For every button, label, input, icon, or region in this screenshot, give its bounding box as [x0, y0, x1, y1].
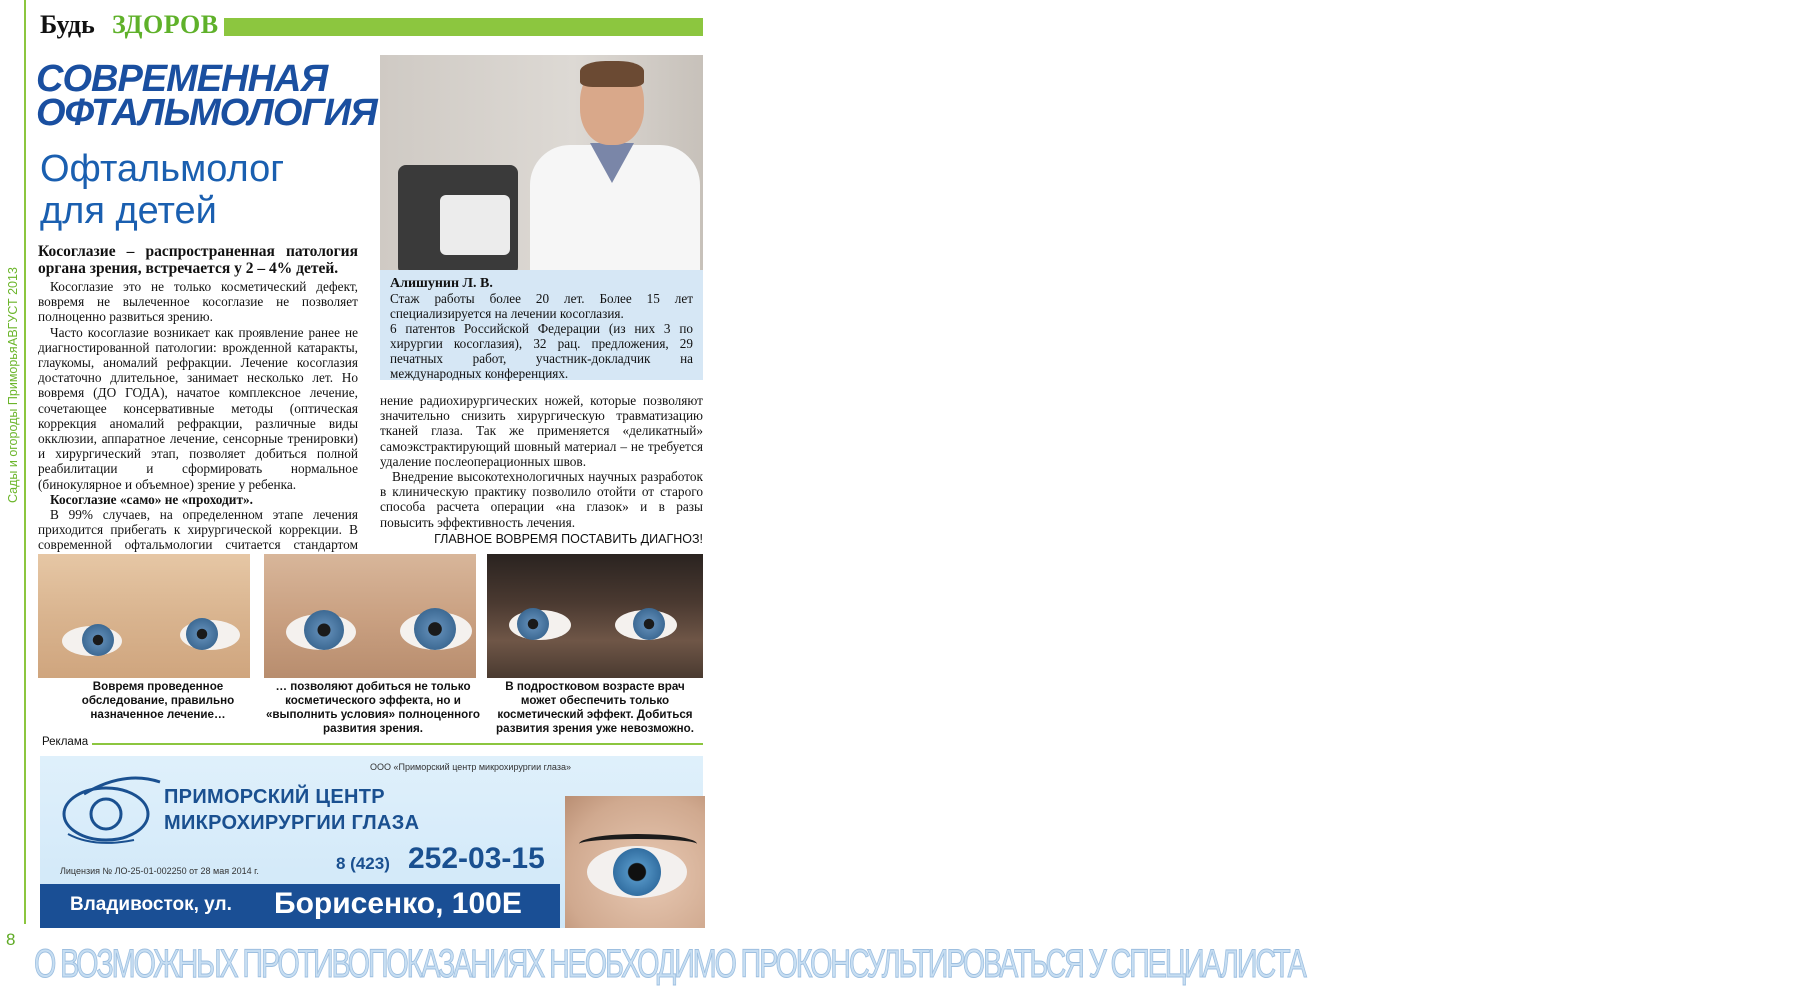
rubric-header: [34, 6, 703, 44]
left-iris: [517, 608, 549, 640]
publication-name: [3, 260, 23, 510]
title-line-2: ОФТАЛЬМОЛОГИЯ: [36, 92, 377, 134]
subtitle-line-2: для детей: [40, 190, 217, 232]
article-paragraph-4: Внедрение высокотехнологичных научных разработок в клиническую практику позволило отойти от старого способа расчета операции «на глазок» и в разы повысить эффективность лечения.: [380, 469, 703, 530]
phone-number[interactable]: 252-03-15: [408, 842, 545, 875]
eye-photo-infant: [38, 554, 250, 678]
article-paragraph-1: Косоглазие это не только косметический дефект, вовремя не вылеченное косоглазие не позволяет полноценно развиться зрению.: [38, 279, 358, 325]
address-city: Владивосток, ул.: [70, 894, 232, 915]
subtitle-line-1: Офтальмолог: [40, 148, 285, 190]
doctor-photo: [380, 55, 703, 270]
article-paragraph-3: В 99% случаев, на определенном этапе лечения приходится прибегать к хирургической коррекции. В современной офтальмологии считается стандартом: [38, 507, 358, 553]
header-bar: [224, 18, 703, 36]
right-iris: [186, 618, 218, 650]
clinic-license: Лицензия № ЛО-25-01-002250 от 28 мая 2014 г.: [60, 866, 259, 876]
clinic-logo-icon: [54, 774, 164, 850]
eye-photo-child: [264, 554, 476, 678]
article-column-left: [38, 243, 358, 568]
left-iris: [304, 610, 344, 650]
advertising-divider: [92, 743, 703, 745]
photo-caption-1: Вовремя проведенное обследование, правильно назначенное лечение…: [81, 680, 235, 721]
eye-photo-teen: [487, 554, 703, 678]
right-iris: [414, 608, 456, 650]
photo-caption-2: … позволяют добиться не только косметического эффекта, но и «выполнить условия» полноценного развития зрения.: [265, 680, 481, 735]
article-paragraph-2: Часто косоглазие возникает как проявление ранее не диагностированной патологии: врожденной катаракты, глаукомы, аномалий рефракции. Лечение косоглазия достаточно длительное, занимает несколько лет. Но вовремя (ДО ГОДА), начатое комплексное лечение, сочетающее консервативные методы (оптическая коррекция аномалий рефракции, различные виды окклюзии, аппаратное лечение, сенсорные тренировки) и хирургический этап, позволяет добиться полной реабилитации и сформировать нормальное (бинокулярное и объемное) зрение у ребенка.: [38, 324, 358, 492]
left-iris: [82, 624, 114, 656]
page-number: 8: [6, 930, 16, 949]
article-subheading: Косоглазие «само» не «проходит».: [50, 491, 253, 507]
publication-title: Сады и огороды Приморья: [6, 346, 20, 503]
eye-lash: [579, 834, 697, 854]
doctor-name: Алишунин Л. В.: [390, 276, 493, 291]
address-street: Борисенко, 100Е: [274, 887, 522, 920]
eye-iris: [613, 848, 661, 896]
title-line-1: СОВРЕМЕННАЯ: [36, 58, 328, 100]
doctor-bio-1: Стаж работы более 20 лет. Более 15 лет специализируется на лечении косоглазия.: [390, 291, 693, 321]
slit-lamp-base: [440, 195, 510, 255]
article-conclusion: ГЛАВНОЕ ВОВРЕМЯ ПОСТАВИТЬ ДИАГНОЗ!: [434, 531, 703, 546]
doctor-info-box: [380, 270, 703, 380]
side-strip: [0, 0, 26, 996]
article-subtitle: [40, 148, 400, 232]
rubric-word-2: ЗДОРОВ: [112, 10, 219, 39]
phone-code: 8 (423): [336, 854, 390, 873]
article-lead: Косоглазие – распространенная патология органа зрения, встречается у 2 – 4% детей.: [38, 243, 358, 277]
ad-organization: ООО «Приморский центр микрохирургии глаза»: [370, 762, 571, 772]
doctor-bio-2: 6 патентов Российской Федерации (из них 3 по хирургии косоглазия), 32 рац. предложения, 29 печатных работ, участник-докладчик на международных конференциях.: [390, 321, 693, 381]
rubric-word-1: Будь: [40, 10, 95, 39]
ad-eye-image: [565, 796, 705, 928]
article-paragraph-3-cont: нение радиохирургических ножей, которые позволяют значительно снизить хирургическую травматизацию тканей глаза. Так же применяется «деликатный» самоэкстрактирующий шовный материал – не требуется удаление послеоперационных швов.: [380, 393, 703, 469]
advertising-label: Реклама: [42, 736, 89, 748]
doctor-hair: [580, 61, 644, 87]
medical-warning-text: О ВОЗМОЖНЫХ ПРОТИВОПОКАЗАНИЯХ НЕОБХОДИМО ПРОКОНСУЛЬТИРОВАТЬСЯ У СПЕЦИАЛИСТА: [34, 942, 1305, 986]
publication-issue: АВГУСТ 2013: [6, 267, 20, 347]
clinic-name-line-1: ПРИМОРСКИЙ ЦЕНТР: [164, 786, 385, 808]
article-column-right: [380, 393, 703, 547]
clinic-advertisement[interactable]: [40, 756, 703, 928]
right-iris: [633, 608, 665, 640]
photo-caption-3: В подростковом возрасте врач может обеспечить только косметический эффект. Добиться развития зрения уже невозможно.: [496, 680, 694, 735]
medical-warning: [34, 934, 1305, 994]
clinic-name-line-2: МИКРОХИРУРГИИ ГЛАЗА: [164, 812, 420, 834]
